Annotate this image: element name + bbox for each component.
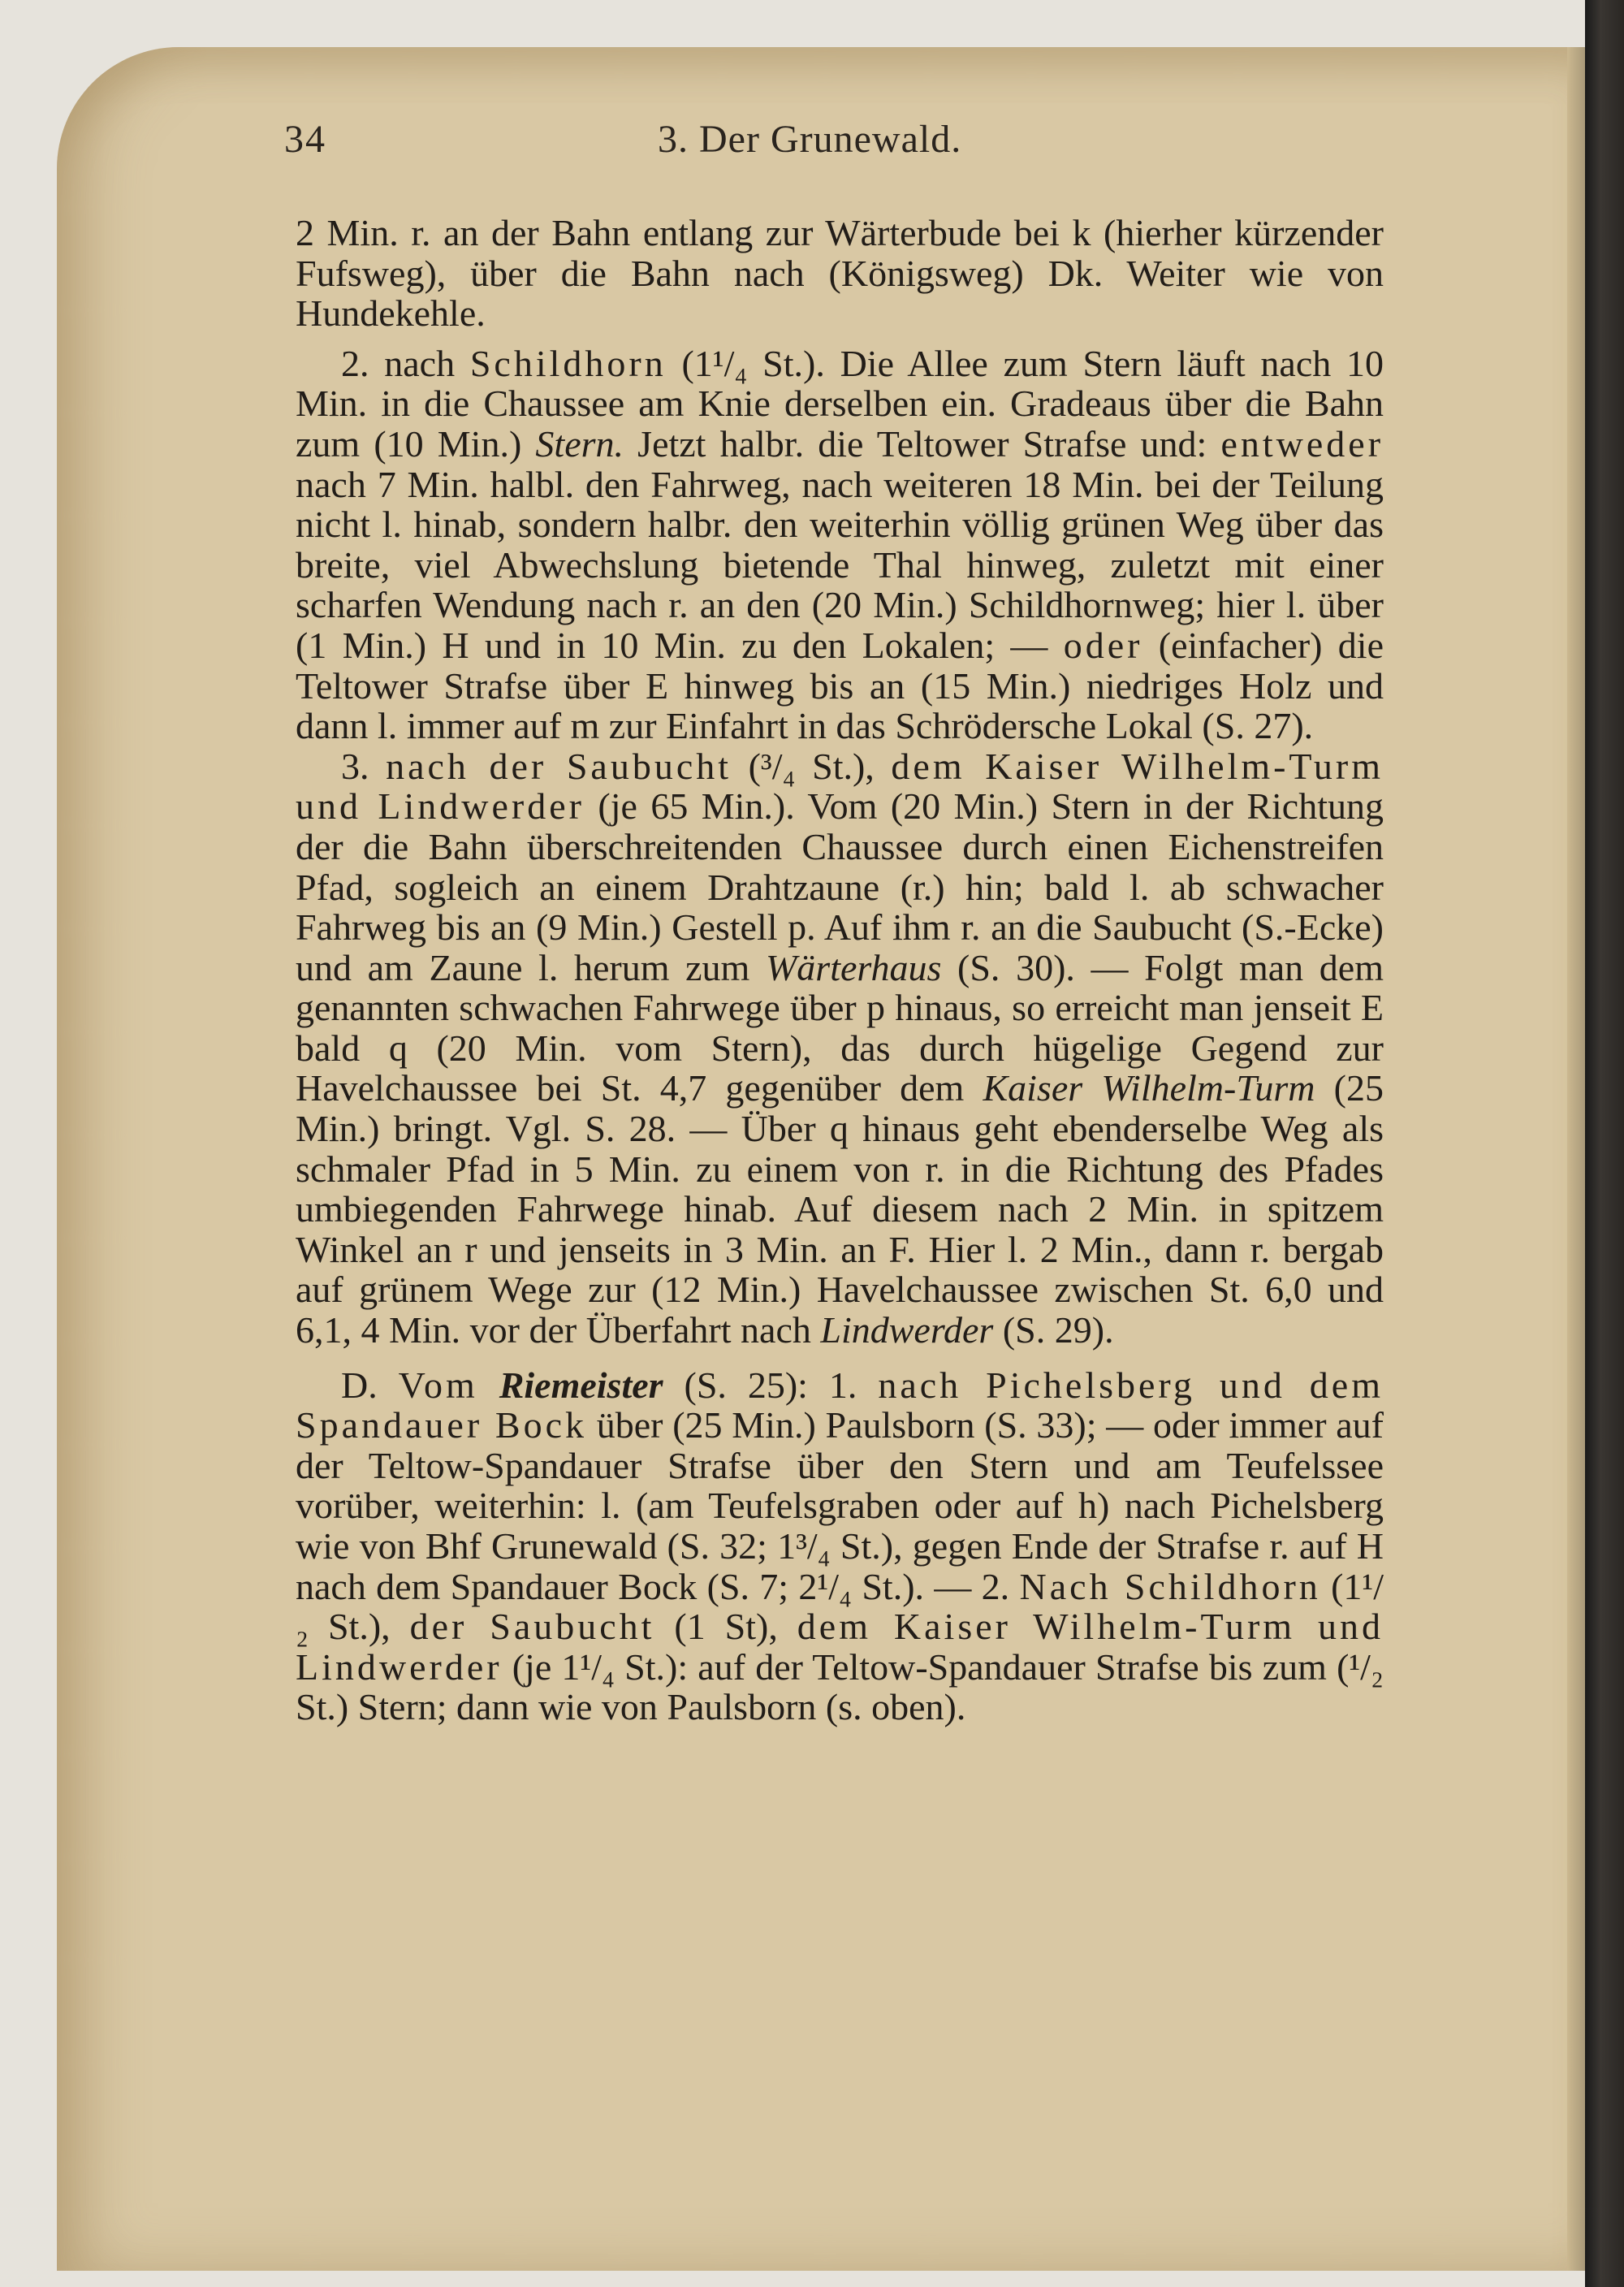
paragraph-3	[296, 746, 1384, 1351]
page-header	[284, 110, 1535, 167]
paragraph-2	[296, 344, 1384, 746]
text-segment: (1¹/₂ St.),	[296, 1565, 1384, 1648]
body-text	[296, 213, 1384, 1727]
text-segment: D.	[341, 1364, 399, 1406]
text-segment: nach 7 Min. halbl. den Fahrweg, nach weiteren 18 Min. bei der Teilung nicht l. hinab, sondern halbr. den weiterhin völlig grünen Weg über das breite, viel Abwechslung bietende Thal hinweg, zuletzt mit einer scharfen Wendung nach r. an den (20 Min.) Schildhornweg; hier l. über (1 Min.) H und in 10 Min. zu den Lokalen; —	[296, 463, 1384, 666]
paragraph-4	[296, 1365, 1384, 1727]
text-segment: 2 Min. r. an der Bahn entlang zur Wärterbude bei k (hierher kürzender Fufsweg), über die Bahn nach (Königsweg) Dk. Weiter wie von Hundekehle.	[296, 212, 1384, 335]
paragraph-1	[296, 213, 1384, 334]
text-segment: 2. nach	[341, 342, 470, 384]
running-head: 3. Der Grunewald.	[658, 118, 962, 161]
spaced-term: nach der Saubucht	[386, 745, 732, 787]
text-segment: (1 St),	[654, 1606, 797, 1648]
spaced-term: dem Kaiser Wilhelm-Turm und Lindwerder	[296, 1606, 1384, 1688]
text-segment: (je 1¹/₄ St.): auf der Teltow-Spandauer Strafse bis zum (¹/₂ St.) Stern; dann wie von Paulsborn (s. oben).	[296, 1645, 1384, 1728]
spaced-term: Schildhorn	[469, 342, 667, 384]
spaced-term: nach Pichelsberg und dem Spandauer Bock	[296, 1364, 1384, 1446]
text-segment	[478, 1364, 499, 1406]
text-segment: (S. 30). — Folgt man dem genannten schwachen Fahrwege über p hinaus, so erreicht man jenseit E bald q (20 Min. vom Stern), das durch hügelige Gegend zur Havelchaussee bei St. 4,7 gegenüber dem	[296, 946, 1384, 1109]
text-segment: über (25 Min.) Paulsborn (S. 33); — oder immer auf der Teltow-Spandauer Strafse über den Stern und am Teufelssee vorüber, weiterhin: l. (am Teufelsgraben oder auf h) nach Pichelsberg wie von Bhf Grunewald (S. 32; 1³/₄ St.), gegen Ende der Strafse r. auf H nach dem Spandauer Bock (S. 7; 2¹/₄ St.). — 2.	[296, 1404, 1384, 1607]
page-number: 34	[284, 118, 326, 161]
spaced-term: Nach Schildhorn	[1019, 1565, 1321, 1607]
text-segment: Jetzt halbr. die Teltower Strafse und:	[624, 422, 1221, 465]
spaced-term: entweder	[1220, 422, 1384, 465]
italic-term: Stern.	[535, 422, 624, 465]
text-segment: (1¹/₄ St.). Die Allee zum Stern läuft nach 10 Min. in die Chaussee am Knie derselben ein. Gradeaus über die Bahn zum (10 Min.)	[296, 342, 1384, 465]
text-segment: 3.	[341, 745, 387, 787]
italic-term: Kaiser Wilhelm-Turm	[983, 1067, 1315, 1109]
text-segment: (S. 25): 1.	[663, 1364, 879, 1406]
text-segment: (einfacher) die Teltower Strafse über E hinweg bis an (15 Min.) niedriges Holz und dann l. immer auf m zur Einfahrt in das Schrödersche Lokal (S. 27).	[296, 624, 1384, 747]
book-spine	[1585, 0, 1624, 2287]
spaced-term: dem Kaiser Wilhelm-Turm und Lindwerder	[296, 745, 1384, 828]
text-segment: (S. 29).	[993, 1309, 1114, 1351]
page-edge	[1567, 47, 1585, 2271]
spaced-term: Vom	[398, 1364, 478, 1406]
italic-term: Lindwerder	[820, 1309, 994, 1351]
text-segment: (je 65 Min.). Vom (20 Min.) Stern in der Richtung der die Bahn überschreitenden Chaussee durch einen Eichenstreifen Pfad, sogleich an einem Drahtzaune (r.) hin; bald l. ab schwacher Fahrweg bis an (9 Min.) Gestell p. Auf ihm r. an die Saubucht (S.-Ecke) und am Zaune l. herum zum	[296, 785, 1384, 988]
italic-term: Wärterhaus	[765, 946, 942, 988]
spaced-term: oder	[1063, 624, 1143, 666]
text-segment: (25 Min.) bringt. Vgl. S. 28. — Über q hinaus geht ebenderselbe Weg als schmaler Pfad in 5 Min. zu einem von r. in die Richtung des Pfades umbiegenden Fahrwege hinab. Auf diesem nach 2 Min. in spitzem Winkel an r und jenseits in 3 Min. an F. Hier l. 2 Min., dann r. bergab auf grünem Wege zur (12 Min.) Havelchaussee zwischen St. 6,0 und 6,1, 4 Min. vor der Überfahrt nach	[296, 1067, 1384, 1351]
spaced-term: der Saubucht	[409, 1606, 655, 1648]
text-segment: (³/₄ St.),	[732, 745, 892, 787]
bold-italic-term: Riemeister	[499, 1364, 663, 1406]
